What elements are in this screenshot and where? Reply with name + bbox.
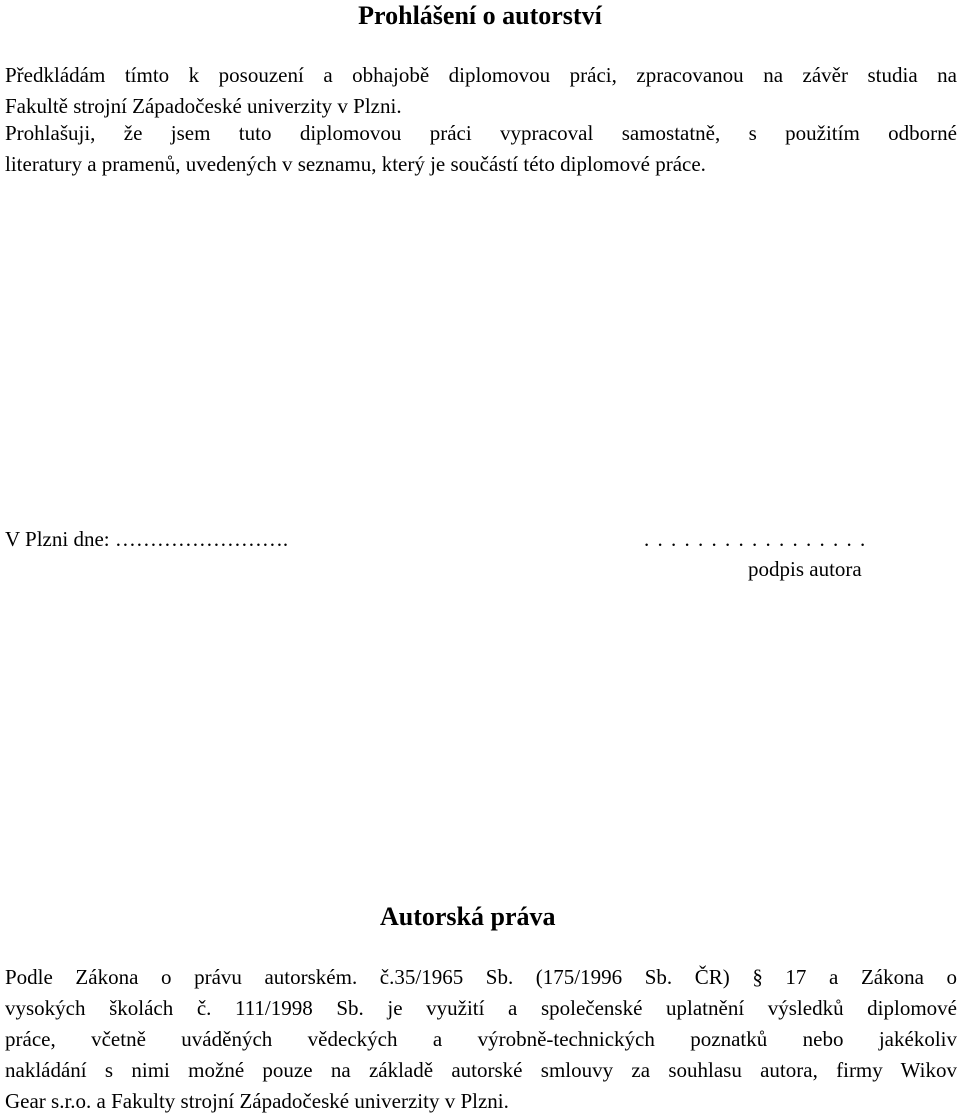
text-line: nakládání s nimi možné pouze na základě autorské smlouvy za souhlasu autora, firmy Wikov [5,1058,957,1082]
text-line: Předkládám tímto k posouzení a obhajobě diplomovou práci, zpracovanou na závěr studia na [5,63,957,87]
text-line: literatury a pramenů, uvedených v seznamu, který je součástí této diplomové práce. [5,152,706,176]
text-line: Gear s.r.o. a Fakulty strojní Západočeské univerzity v Plzni. [5,1089,509,1113]
signature-label: podpis autora [748,557,862,581]
signature-line: . . . . . . . . . . . . . . . . . [644,527,867,551]
declaration-paragraph-statement [5,118,957,180]
text-line: Prohlašuji, že jsem tuto diplomovou práci vypracoval samostatně, s použitím odborné [5,121,957,145]
declaration-title: Prohlášení o autorství [358,1,602,30]
copyright-paragraph [5,962,957,1117]
text-line: Fakultě strojní Západočeské univerzity v Plzni. [5,94,402,118]
declaration-paragraph-submission [5,60,957,122]
copyright-title: Autorská práva [380,902,556,931]
text-line: vysokých školách č. 111/1998 Sb. je využití a společenské uplatnění výsledků diplomové [5,996,957,1020]
text-line: Podle Zákona o právu autorském. č.35/1965 Sb. (175/1996 Sb. ČR) § 17 a Zákona o [5,965,957,989]
text-line: práce, včetně uváděných vědeckých a výrobně-technických poznatků nebo jakékoliv [5,1027,957,1051]
date-field: V Plzni dne: ……………………. [5,527,289,551]
